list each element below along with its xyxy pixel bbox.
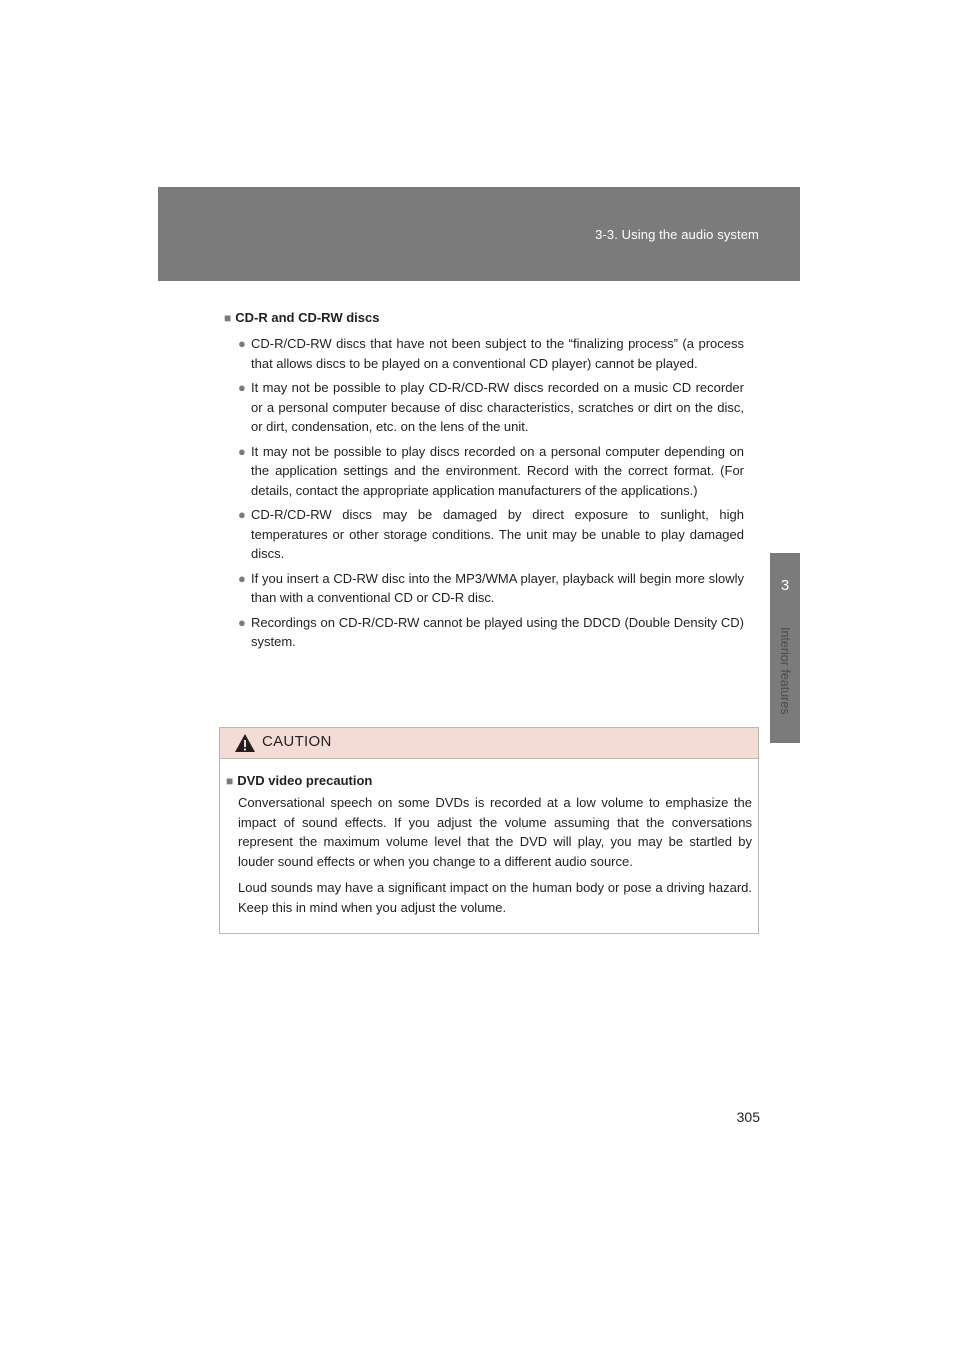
caution-heading xyxy=(226,771,752,791)
list-item-text: Recordings on CD-R/CD-RW cannot be played using the DDCD (Double Density CD) system. xyxy=(251,614,744,649)
bullet-dot-icon: ● xyxy=(238,443,246,459)
cd-discs-section xyxy=(224,308,744,657)
section-heading xyxy=(224,308,744,328)
bullet-dot-icon: ● xyxy=(238,380,246,395)
list-item xyxy=(224,442,744,501)
section-title: 3-3. Using the audio system xyxy=(595,227,759,242)
header-band xyxy=(158,187,800,281)
bullet-dot-icon: ● xyxy=(238,570,246,586)
list-item-text: It may not be possible to play CD-R/CD-RW discs recorded on a music CD recorder or a personal computer because of disc characteristics, scratches or dirt on the disc, or dirt, condensation, etc. on the lens of the unit. xyxy=(251,380,744,434)
caution-body xyxy=(220,759,758,917)
bullet-dot-icon: ● xyxy=(238,336,246,351)
chapter-number: 3 xyxy=(780,577,790,594)
square-marker-icon: ■ xyxy=(224,311,232,325)
list-item xyxy=(224,334,744,373)
list-item xyxy=(224,613,744,652)
caution-title: CAUTION xyxy=(262,733,332,750)
caution-paragraph: Conversational speech on some DVDs is recorded at a low volume to emphasize the impact of sound effects. If you adjust the volume assuming that the conversations represent the maximum volume level that the DVD will play, you may be startled by louder sound effects or when you change to a different audio source. xyxy=(238,795,752,869)
caution-heading-text: DVD video precaution xyxy=(237,773,373,788)
list-item-text: If you insert a CD-RW disc into the MP3/WMA player, playback will begin more slowly than with a conventional CD or CD-R disc. xyxy=(251,570,744,605)
list-item xyxy=(224,569,744,608)
page-number: 305 xyxy=(736,1109,760,1125)
square-marker-icon: ■ xyxy=(226,774,234,788)
caution-box xyxy=(219,727,759,934)
caution-header xyxy=(220,728,758,759)
list-item xyxy=(224,378,744,437)
list-item-text: CD-R/CD-RW discs may be damaged by direct exposure to sunlight, high temperatures or other storage conditions. The unit may be unable to play damaged discs. xyxy=(251,507,744,561)
bullet-list xyxy=(224,334,744,652)
list-item-text: It may not be possible to play discs recorded on a personal computer depending on the application settings and the environment. Record with the correct format. (For details, contact the appropriate application manufacturers of the applications.) xyxy=(251,443,744,498)
caution-paragraph: Loud sounds may have a significant impact on the human body or pose a driving hazard. Keep this in mind when you adjust the volume. xyxy=(238,880,752,915)
list-item xyxy=(224,505,744,564)
list-item-text: CD-R/CD-RW discs that have not been subject to the “finalizing process” (a process that allows discs to be played on a conventional CD player) cannot be played. xyxy=(251,336,744,371)
chapter-label: Interior features xyxy=(778,627,792,715)
section-heading-text: CD-R and CD-RW discs xyxy=(235,310,380,325)
warning-triangle-icon xyxy=(234,733,256,753)
bullet-dot-icon: ● xyxy=(238,507,246,522)
bullet-dot-icon: ● xyxy=(238,614,246,630)
